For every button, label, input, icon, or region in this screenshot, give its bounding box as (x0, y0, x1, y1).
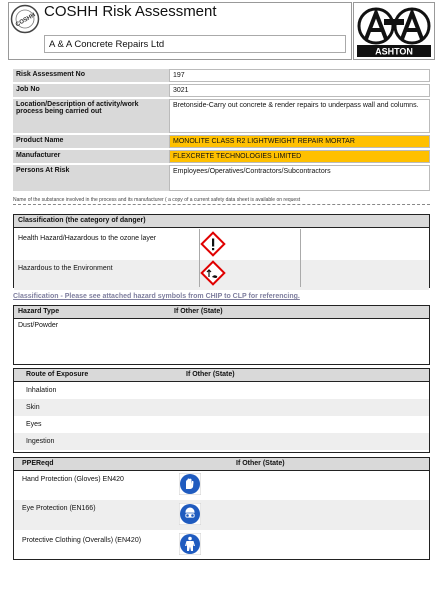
route-label: Route of Exposure (26, 371, 89, 378)
persons-row (13, 165, 430, 191)
info-table (13, 67, 430, 193)
ppe-header (14, 458, 429, 471)
sds-note: Name of the substance involved in the process and its manufacturer ( a copy of a current safety data sheet is available on request (13, 197, 430, 205)
location-row (13, 99, 430, 133)
ppe-row (14, 471, 429, 500)
ppe-row (14, 500, 429, 530)
ppe-row-label: Protective Clothing (Overalls) (EN420) (22, 537, 142, 544)
route-of-exposure-section (13, 368, 430, 453)
risk-assessment-no-value: 197 (169, 69, 430, 82)
manufacturer-value: FLEXCRETE TECHNOLOGIES LIMITED (169, 150, 430, 163)
hazard-type-section (13, 305, 430, 365)
route-row: Eyes (26, 421, 42, 428)
classification-label: Health Hazard/Hazardous to the ozone layer (18, 235, 157, 242)
persons-at-risk-label: Persons At Risk (13, 165, 169, 191)
hazard-type-other-label: If Other (State) (174, 308, 223, 315)
location-label: Location/Description of activity/work process being carried out (13, 99, 169, 133)
route-row: Skin (14, 399, 429, 416)
overalls-icon (179, 533, 201, 555)
svg-text:ASHTON: ASHTON (375, 46, 413, 57)
risk-assessment-row (13, 69, 430, 82)
hazard-type-value: Dust/Powder (18, 322, 59, 329)
hazard-type-label: Hazard Type (18, 308, 60, 315)
ppe-row-label: Hand Protection (Gloves) EN420 (22, 476, 124, 483)
classification-section (13, 214, 430, 288)
ppe-section (13, 457, 430, 560)
job-no-row (13, 84, 430, 97)
ppe-row (14, 530, 429, 560)
job-no-label: Job No (13, 84, 169, 97)
route-header (14, 369, 429, 382)
classification-header: Classification (the category of danger) (14, 215, 429, 228)
manufacturer-row (13, 150, 430, 163)
location-value: Bretonside-Carry out concrete & render repairs to underpass wall and columns. (169, 99, 430, 133)
route-row: Inhalation (26, 387, 57, 394)
product-name-value: MONOLITE CLASS R2 LIGHTWEIGHT REPAIR MORTAR (169, 135, 430, 148)
hazard-type-header (14, 306, 429, 319)
route-row: Ingestion (14, 433, 429, 450)
svg-text:COSHH: COSHH (14, 12, 37, 29)
product-name-label: Product Name (13, 135, 169, 148)
page-title: COSHH Risk Assessment (44, 3, 217, 20)
company-name: A & A Concrete Repairs Ltd (44, 35, 346, 53)
environment-hazard-icon (200, 260, 226, 286)
risk-assessment-no-label: Risk Assessment No (13, 69, 169, 82)
manufacturer-label: Manufacturer (13, 150, 169, 163)
job-no-value: 3021 (169, 84, 430, 97)
ashton-logo (353, 2, 435, 60)
classification-label: Hazardous to the Environment (18, 265, 113, 272)
ppe-other-label: If Other (State) (236, 460, 285, 467)
classification-reference-link[interactable]: Classification - Please see attached hazard symbols from CHIP to CLP for referencing. (13, 293, 300, 300)
ppe-label: PPEReqd (22, 460, 54, 467)
persons-at-risk-value: Employees/Operatives/Contractors/Subcontractors (169, 165, 430, 191)
gloves-icon (179, 473, 201, 495)
exclamation-hazard-icon (200, 231, 226, 257)
route-other-label: If Other (State) (186, 371, 235, 378)
product-name-row (13, 135, 430, 148)
goggles-icon (179, 503, 201, 525)
ppe-row-label: Eye Protection (EN166) (22, 505, 96, 512)
coshh-logo (10, 4, 40, 34)
